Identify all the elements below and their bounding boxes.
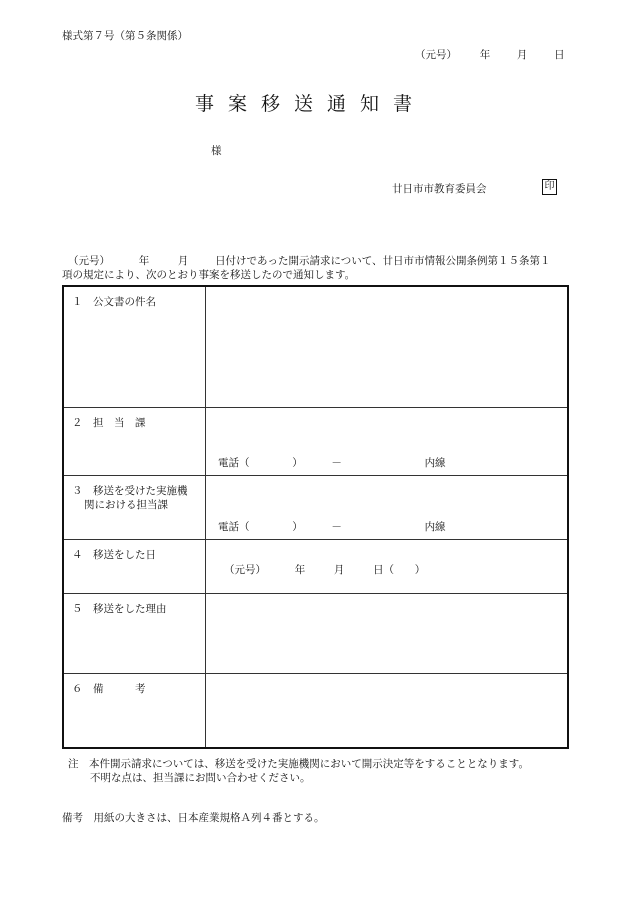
- document-title: 事案移送通知書: [195, 93, 427, 115]
- form-number: 様式第７号（第５条関係）: [62, 30, 188, 42]
- intro-line-2: 項の規定により、次のとおり事案を移送したので通知します。: [62, 269, 356, 281]
- intro-line-1-tail: 日付けであった開示請求について、廿日市市情報公開条例第１５条第１: [215, 255, 551, 267]
- intro-year-unit: 年: [138, 255, 150, 267]
- phone-extension-label: 内線: [424, 521, 446, 533]
- table-row-transfer-reason: [64, 593, 567, 674]
- phone-close: ）: [292, 521, 303, 533]
- phone-dash: －: [331, 521, 342, 533]
- phone-label: 電話（: [218, 457, 250, 469]
- table-row-department: [64, 407, 567, 476]
- note: [68, 757, 529, 785]
- phone-field: [218, 519, 446, 534]
- date-year-unit: 年: [294, 564, 306, 576]
- note-line-1: 注 本件開示請求については、移送を受けた実施機関において開示決定等をすることとなります。: [68, 758, 529, 770]
- table-row-remarks: [64, 673, 567, 747]
- row-label: ２ 担 当 課: [72, 417, 146, 429]
- row-label-line-2: 関における担当課: [84, 499, 168, 511]
- phone-close: ）: [292, 457, 303, 469]
- row-label: [72, 484, 188, 512]
- document-date: [415, 47, 565, 62]
- seal-mark: 印: [542, 179, 557, 195]
- date-month-unit: 月: [333, 564, 345, 576]
- date-month-unit: 月: [516, 49, 528, 61]
- date-era: （元号）: [224, 564, 266, 576]
- date-day-unit: 日（: [373, 564, 395, 576]
- phone-field: [218, 455, 446, 470]
- row-label: ６ 備 考: [72, 683, 146, 695]
- paper-size-remark: 備考 用紙の大きさは、日本産業規格Ａ列４番とする。: [62, 812, 325, 824]
- date-year-unit: 年: [479, 49, 491, 61]
- row-label: ４ 移送をした日: [72, 549, 156, 561]
- phone-dash: －: [331, 457, 342, 469]
- date-day-unit: 日: [554, 49, 565, 61]
- row-label: １ 公文書の件名: [72, 296, 156, 308]
- transfer-details-table: [62, 285, 569, 749]
- issuer-name: 廿日市市教育委員会: [392, 183, 487, 195]
- intro-line-1: [62, 254, 551, 268]
- addressee-suffix: 様: [211, 145, 222, 157]
- date-era: （元号）: [415, 49, 457, 61]
- table-row-document-title: [64, 287, 567, 407]
- date-close: ）: [414, 564, 426, 576]
- row-label-line-1: ３ 移送を受けた実施機: [72, 485, 188, 497]
- row-label: ５ 移送をした理由: [72, 603, 167, 615]
- phone-label: 電話（: [218, 521, 250, 533]
- table-row-receiving-department: [64, 475, 567, 540]
- intro-era: （元号）: [68, 255, 110, 267]
- transfer-date-field: [224, 562, 425, 577]
- intro-paragraph: [62, 254, 551, 282]
- table-row-transfer-date: [64, 539, 567, 594]
- intro-month-unit: 月: [177, 255, 189, 267]
- note-line-2: 不明な点は、担当課にお問い合わせください。: [90, 772, 311, 784]
- phone-extension-label: 内線: [424, 457, 446, 469]
